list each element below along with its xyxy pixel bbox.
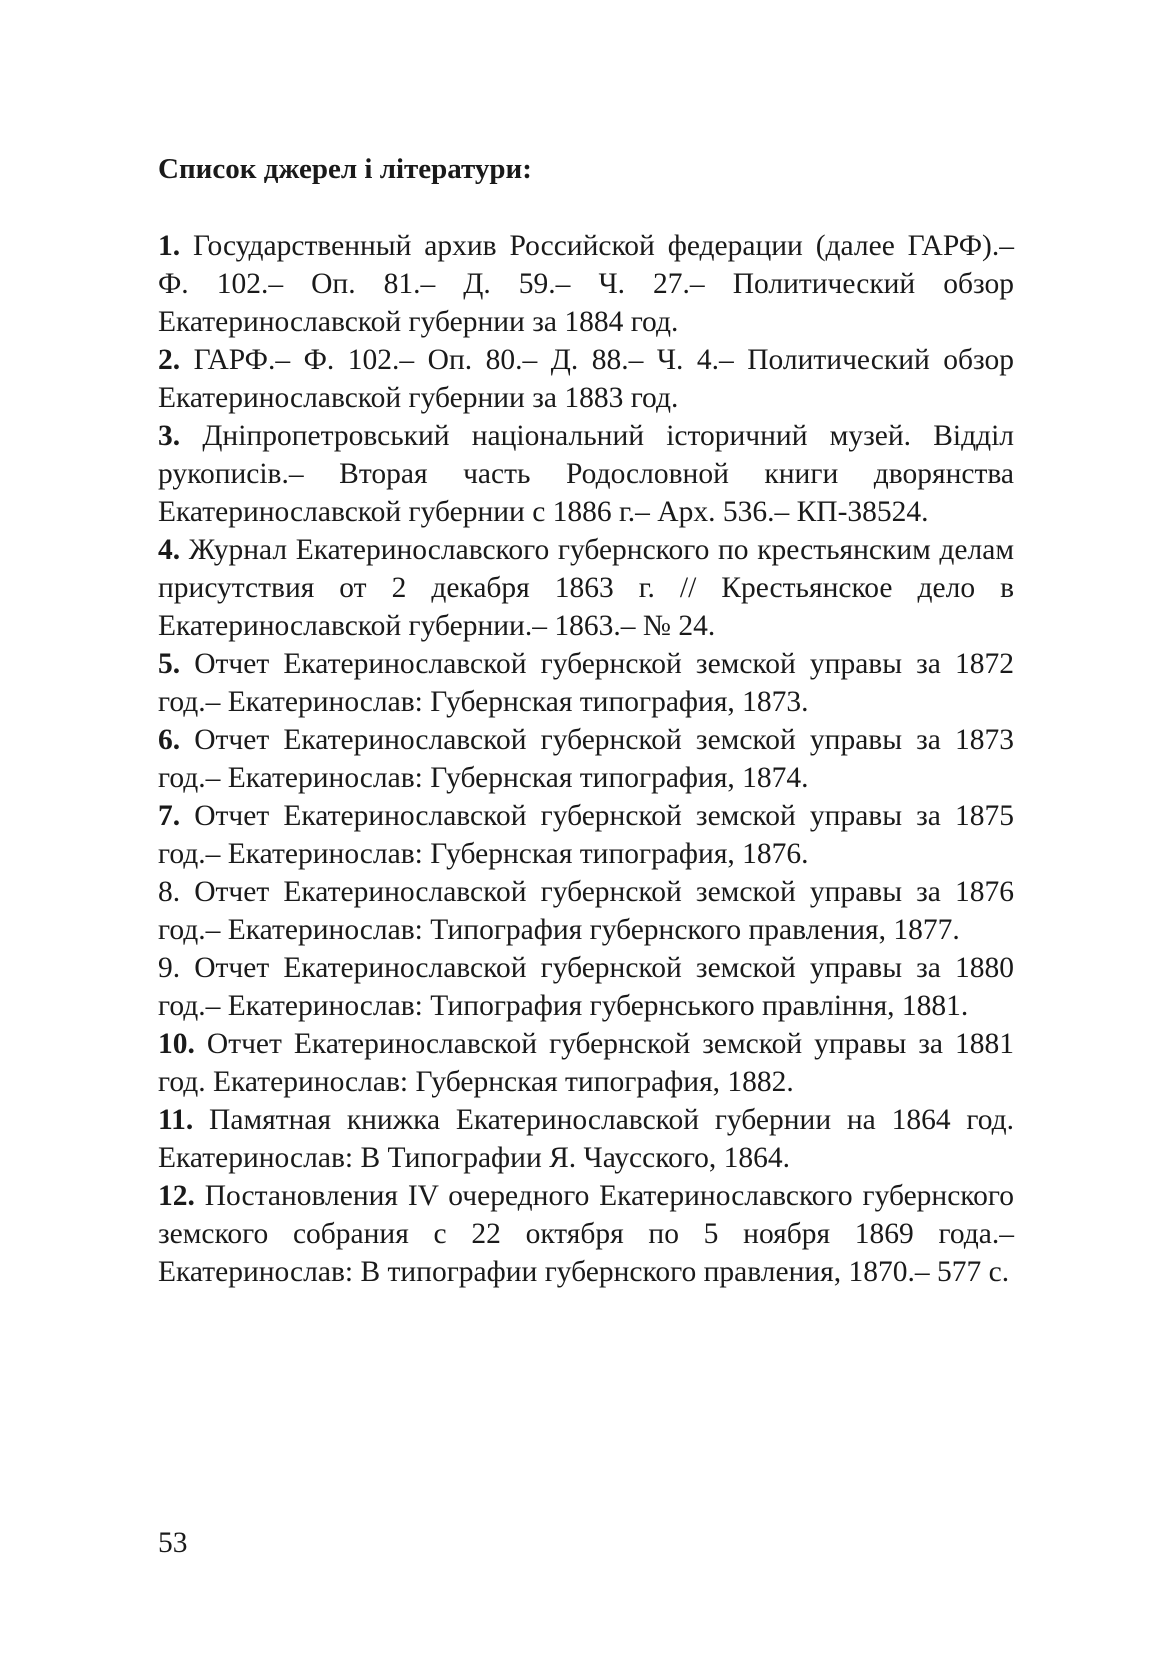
reference-number: 4. [158,534,181,566]
reference-item [158,531,1014,645]
reference-number: 3. [158,420,181,452]
reference-number: 12. [158,1180,195,1212]
reference-number: 2. [158,344,181,376]
reference-item [158,1177,1014,1291]
reference-item [158,1101,1014,1177]
reference-text: Отчет Екатеринославской губернской земской управы за 1876 год.– Екатеринослав: Типография губернского правления, 1877. [158,876,1014,946]
page-number: 53 [158,1527,188,1559]
document-page [158,150,1014,1291]
reference-text: Памятная книжка Екатеринославской губернии на 1864 год. Екатеринослав: В Типографии Я. Чаусского, 1864. [158,1104,1015,1174]
reference-number: 11. [158,1104,194,1136]
reference-text: Журнал Екатеринославского губернского по крестьянским делам присутствия от 2 декабря 1863 г. // Крестьянское дело в Екатеринославской губернии.– 1863.– № 24. [158,534,1014,642]
reference-text: Отчет Екатеринославской губернской земской управы за 1873 год.– Екатеринослав: Губернская типография, 1874. [158,724,1014,794]
reference-number: 10. [158,1028,195,1060]
reference-item [158,949,1014,1025]
reference-text: Отчет Екатеринославской губернской земской управы за 1875 год.– Екатеринослав: Губернская типография, 1876. [158,800,1014,870]
reference-item [158,797,1014,873]
reference-text: ГАРФ.– Ф. 102.– Оп. 80.– Д. 88.– Ч. 4.– Политический обзор Екатеринославской губернии за 1883 год. [158,344,1014,414]
reference-item [158,417,1014,531]
reference-text: Дніпропетровський національний історичний музей. Відділ рукописів.– Вторая часть Родословной книги дворянства Екатеринославской губернии с 1886 г.– Арх. 536.– КП-38524. [158,420,1014,528]
reference-number: 8. [158,876,181,908]
reference-text: Отчет Екатеринославской губернской земской управы за 1872 год.– Екатеринослав: Губернская типография, 1873. [158,648,1014,718]
reference-item [158,721,1014,797]
reference-item [158,227,1014,341]
references-heading: Список джерел і літератури: [158,153,532,185]
reference-number: 7. [158,800,181,832]
references-list [158,227,1014,1291]
reference-number: 5. [158,648,181,680]
reference-text: Отчет Екатеринославской губернской земской управы за 1880 год.– Екатеринослав: Типография губернського правління, 1881. [158,952,1014,1022]
reference-item [158,645,1014,721]
reference-item [158,341,1014,417]
reference-text: Постановления IV очередного Екатеринославского губернского земского собрания с 22 октября по 5 ноября 1869 года.– Екатеринослав: В типографии губернского правления, 1870.– 577 с. [158,1180,1015,1288]
reference-number: 1. [158,230,181,262]
reference-text: Государственный архив Российской федерации (далее ГАРФ).– Ф. 102.– Оп. 81.– Д. 59.– Ч. 27.– Политический обзор Екатеринославской губернии за 1884 год. [158,230,1014,338]
reference-number: 6. [158,724,181,756]
reference-item [158,1025,1014,1101]
reference-text: Отчет Екатеринославской губернской земской управы за 1881 год. Екатеринослав: Губернская типография, 1882. [158,1028,1015,1098]
reference-number: 9. [158,952,181,984]
reference-item [158,873,1014,949]
